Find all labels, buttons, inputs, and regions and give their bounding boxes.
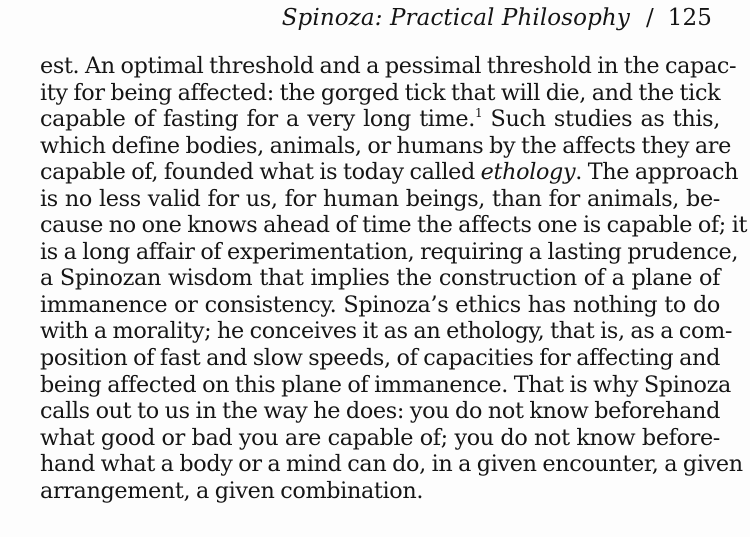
text-segment: capable of fasting for a very long time.: [40, 106, 475, 133]
text-line: what good or bad you are capable of; you do not know before-: [40, 424, 720, 451]
running-title: Spinoza: Practical Philosophy: [281, 5, 630, 31]
running-head-separator: /: [645, 5, 654, 31]
text-line: est. An optimal threshold and a pessimal threshold in the capac-: [40, 53, 737, 79]
text-line: which define bodies, animals, or humans by the affects they are: [40, 132, 731, 159]
text-line: immanence or consistency. Spinoza’s ethics has nothing to do: [40, 291, 720, 318]
text-line: with a morality; he conceives it as an ethology, that is, as a com-: [40, 318, 733, 345]
text-segment: Such studies as this,: [482, 106, 720, 133]
text-line: ity for being affected: the gorged tick that will die, and the tick: [40, 79, 721, 106]
text-line: calls out to us in the way he does: you do not know beforehand: [40, 398, 720, 425]
text-line: position of fast and slow speeds, of capacities for affecting and: [40, 345, 720, 372]
text-line: arrangement, a given combination.: [40, 477, 424, 504]
text-line: a Spinozan wisdom that implies the construction of a plane of: [40, 265, 720, 292]
body-paragraph: [40, 53, 748, 504]
running-head: [282, 5, 712, 31]
text-line: hand what a body or a mind can do, in a given encounter, a given: [40, 451, 743, 478]
text-line: is no less valid for us, for human beings, than for animals, be-: [40, 185, 720, 212]
page-number: 125: [667, 5, 712, 31]
footnote-reference[interactable]: 1: [474, 106, 483, 121]
text-segment: capable of, founded what is today called: [40, 159, 481, 186]
text-line: [40, 159, 739, 186]
text-segment: . The approach: [575, 159, 739, 186]
text-line: being affected on this plane of immanence. That is why Spinoza: [40, 371, 731, 398]
text-line: cause no one knows ahead of time the affects one is capable of; it: [40, 212, 748, 239]
text-line: is a long affair of experimentation, requiring a lasting prudence,: [40, 238, 739, 265]
emphasis-ethology: ethology: [480, 159, 576, 186]
text-line: [40, 106, 720, 133]
